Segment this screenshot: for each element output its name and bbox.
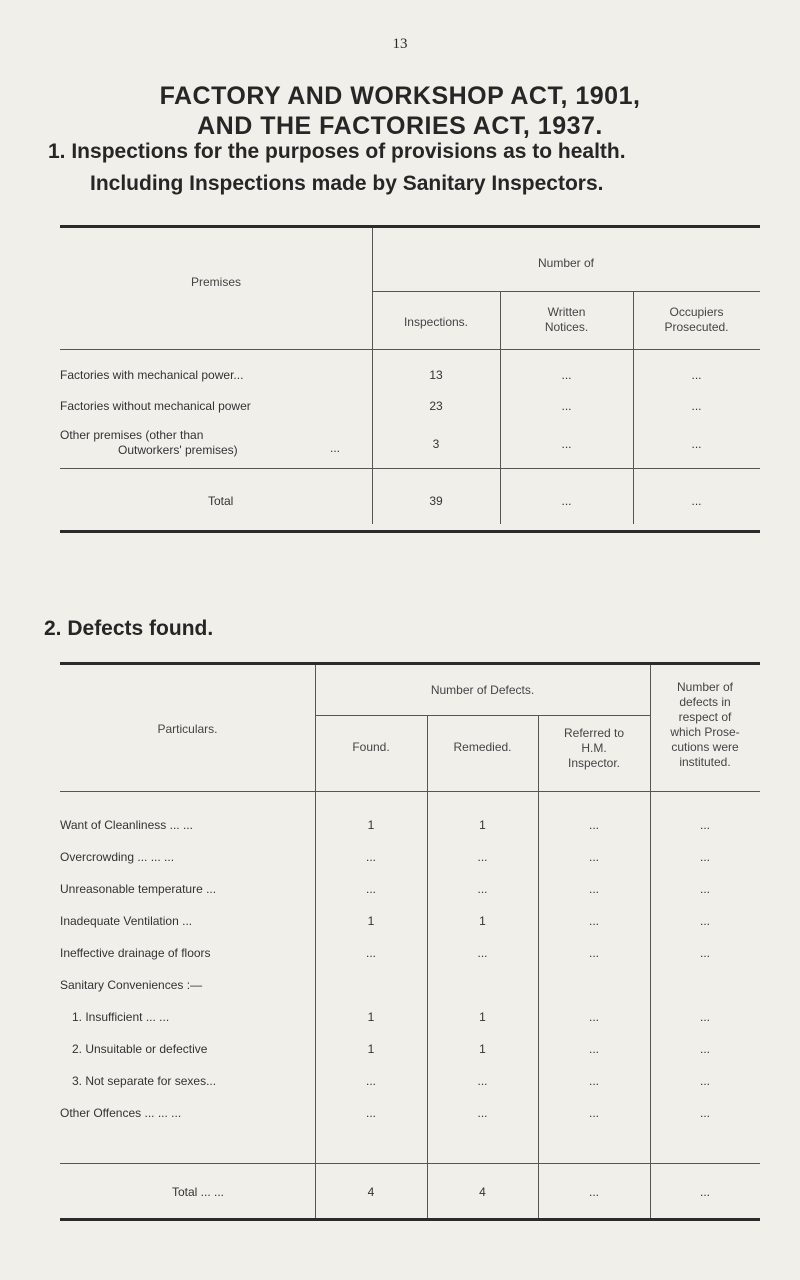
table1-divider	[372, 291, 760, 292]
cell-remedied: 1	[479, 914, 486, 928]
cell-referred: ...	[588, 1010, 599, 1024]
section1-heading-line1: 1. Inspections for the purposes of provisions as to health.	[48, 140, 626, 163]
total-label: Total ... ...	[172, 1185, 225, 1199]
col-header-prosecutions-line6: instituted.	[679, 755, 731, 769]
row-label: Inadequate Ventilation ...	[60, 914, 193, 928]
row-label: 3. Not separate for sexes...	[72, 1074, 217, 1088]
cell-found: ...	[365, 882, 376, 896]
table2-divider	[60, 1163, 760, 1164]
col-header-inspections: Inspections.	[403, 315, 469, 329]
col-header-referred	[538, 726, 650, 771]
table2-divider	[60, 791, 760, 792]
table2-divider	[315, 715, 650, 716]
cell-prosecutions: ...	[699, 1042, 710, 1056]
col-header-occupiers-line1: Occupiers	[669, 305, 724, 319]
cell-remedied: ...	[477, 1074, 488, 1088]
col-header-prosecutions-line1: Number of	[676, 680, 734, 694]
cell-found: ...	[365, 850, 376, 864]
cell-referred: ...	[588, 914, 599, 928]
cell-prosecutions: ...	[699, 1106, 710, 1120]
table1-top-rule	[60, 225, 760, 228]
col-header-written-notices	[500, 305, 633, 335]
row-label-line1: Other premises (other than	[60, 428, 204, 442]
cell-remedied: 1	[479, 818, 486, 832]
cell-prosecutions: ...	[699, 1074, 710, 1088]
col-header-written-notices-line1: Written	[547, 305, 586, 319]
cell-remedied: ...	[477, 946, 488, 960]
cell-found: ...	[365, 946, 376, 960]
col-header-number-of-defects: Number of Defects.	[430, 683, 535, 697]
page-number: 13	[392, 36, 408, 52]
page-title-line2: AND THE FACTORIES ACT, 1937.	[197, 112, 603, 140]
cell-prosecutions: ...	[699, 850, 710, 864]
cell-prosecutions: ...	[699, 1010, 710, 1024]
row-label: Unreasonable temperature ...	[60, 882, 217, 896]
col-header-premises: Premises	[190, 275, 241, 289]
table1-divider	[60, 468, 760, 469]
cell-found: 1	[367, 914, 375, 928]
cell-inspections: 3	[432, 437, 440, 451]
col-header-written-notices-line2: Notices.	[544, 320, 589, 334]
col-header-prosecutions-line2: defects in	[679, 695, 731, 709]
col-header-referred-line2: H.M.	[581, 741, 607, 755]
cell-prosecuted: ...	[691, 399, 702, 413]
total-inspections: 39	[429, 494, 443, 508]
row-label: Want of Cleanliness ... ...	[60, 818, 193, 832]
row-label: Factories without mechanical power	[60, 399, 251, 413]
cell-prosecutions: ...	[699, 946, 710, 960]
row-leader-dots: ...	[330, 441, 341, 455]
cell-referred: ...	[588, 818, 599, 832]
total-prosecuted: ...	[691, 494, 702, 508]
cell-notices: ...	[561, 399, 572, 413]
col-header-referred-line1: Referred to	[563, 726, 625, 740]
cell-remedied: ...	[477, 882, 488, 896]
total-label: Total	[208, 494, 234, 508]
section2-heading: 2. Defects found.	[44, 617, 214, 640]
cell-remedied: ...	[477, 850, 488, 864]
cell-prosecutions: ...	[699, 882, 710, 896]
total-prosecutions: ...	[699, 1185, 710, 1199]
col-header-occupiers-line2: Prosecuted.	[664, 320, 729, 334]
row-label: Ineffective drainage of floors	[60, 946, 211, 960]
cell-referred: ...	[588, 946, 599, 960]
col-header-number-of: Number of	[537, 256, 595, 270]
total-notices: ...	[561, 494, 572, 508]
total-remedied: 4	[479, 1185, 486, 1199]
cell-referred: ...	[588, 882, 599, 896]
col-header-prosecutions-line4: which Prose-	[670, 725, 740, 739]
col-header-prosecutions-line3: respect of	[678, 710, 732, 724]
total-found: 4	[367, 1185, 375, 1199]
cell-referred: ...	[588, 1106, 599, 1120]
col-header-found: Found.	[352, 740, 390, 754]
cell-prosecutions: ...	[699, 914, 710, 928]
col-header-prosecutions	[650, 680, 760, 770]
col-header-occupiers-prosecuted	[633, 305, 760, 335]
cell-prosecutions: ...	[699, 818, 710, 832]
cell-found: ...	[365, 1106, 376, 1120]
cell-referred: ...	[588, 1042, 599, 1056]
row-label: Sanitary Conveniences :—	[60, 978, 203, 992]
table2-bottom-rule	[60, 1218, 760, 1221]
table1-bottom-rule	[60, 530, 760, 533]
page-title-line1: FACTORY AND WORKSHOP ACT, 1901,	[159, 82, 641, 110]
cell-found: 1	[367, 1010, 375, 1024]
col-header-particulars: Particulars.	[157, 722, 218, 736]
row-label-line2: Outworkers' premises)	[118, 443, 238, 457]
col-header-referred-line3: Inspector.	[567, 756, 621, 770]
cell-remedied: 1	[479, 1010, 486, 1024]
col-header-remedied: Remedied.	[453, 740, 512, 754]
cell-referred: ...	[588, 1074, 599, 1088]
col-header-prosecutions-line5: cutions were	[671, 740, 739, 754]
cell-inspections: 23	[429, 399, 443, 413]
cell-inspections: 13	[429, 368, 443, 382]
row-label: Overcrowding ... ... ...	[60, 850, 175, 864]
cell-referred: ...	[588, 850, 599, 864]
cell-found: 1	[367, 1042, 375, 1056]
cell-remedied: 1	[479, 1042, 486, 1056]
cell-remedied: ...	[477, 1106, 488, 1120]
table1-divider	[372, 349, 760, 350]
cell-notices: ...	[561, 437, 572, 451]
row-label: Other Offences ... ... ...	[60, 1106, 182, 1120]
cell-prosecuted: ...	[691, 437, 702, 451]
row-label: 1. Insufficient ... ...	[72, 1010, 170, 1024]
total-referred: ...	[588, 1185, 599, 1199]
row-label: 2. Unsuitable or defective	[72, 1042, 208, 1056]
cell-notices: ...	[561, 368, 572, 382]
row-label: Factories with mechanical power...	[60, 368, 244, 382]
cell-found: ...	[365, 1074, 376, 1088]
cell-found: 1	[367, 818, 375, 832]
section1-heading-line2: Including Inspections made by Sanitary Inspectors.	[90, 172, 604, 195]
table2-top-rule	[60, 662, 760, 665]
cell-prosecuted: ...	[691, 368, 702, 382]
